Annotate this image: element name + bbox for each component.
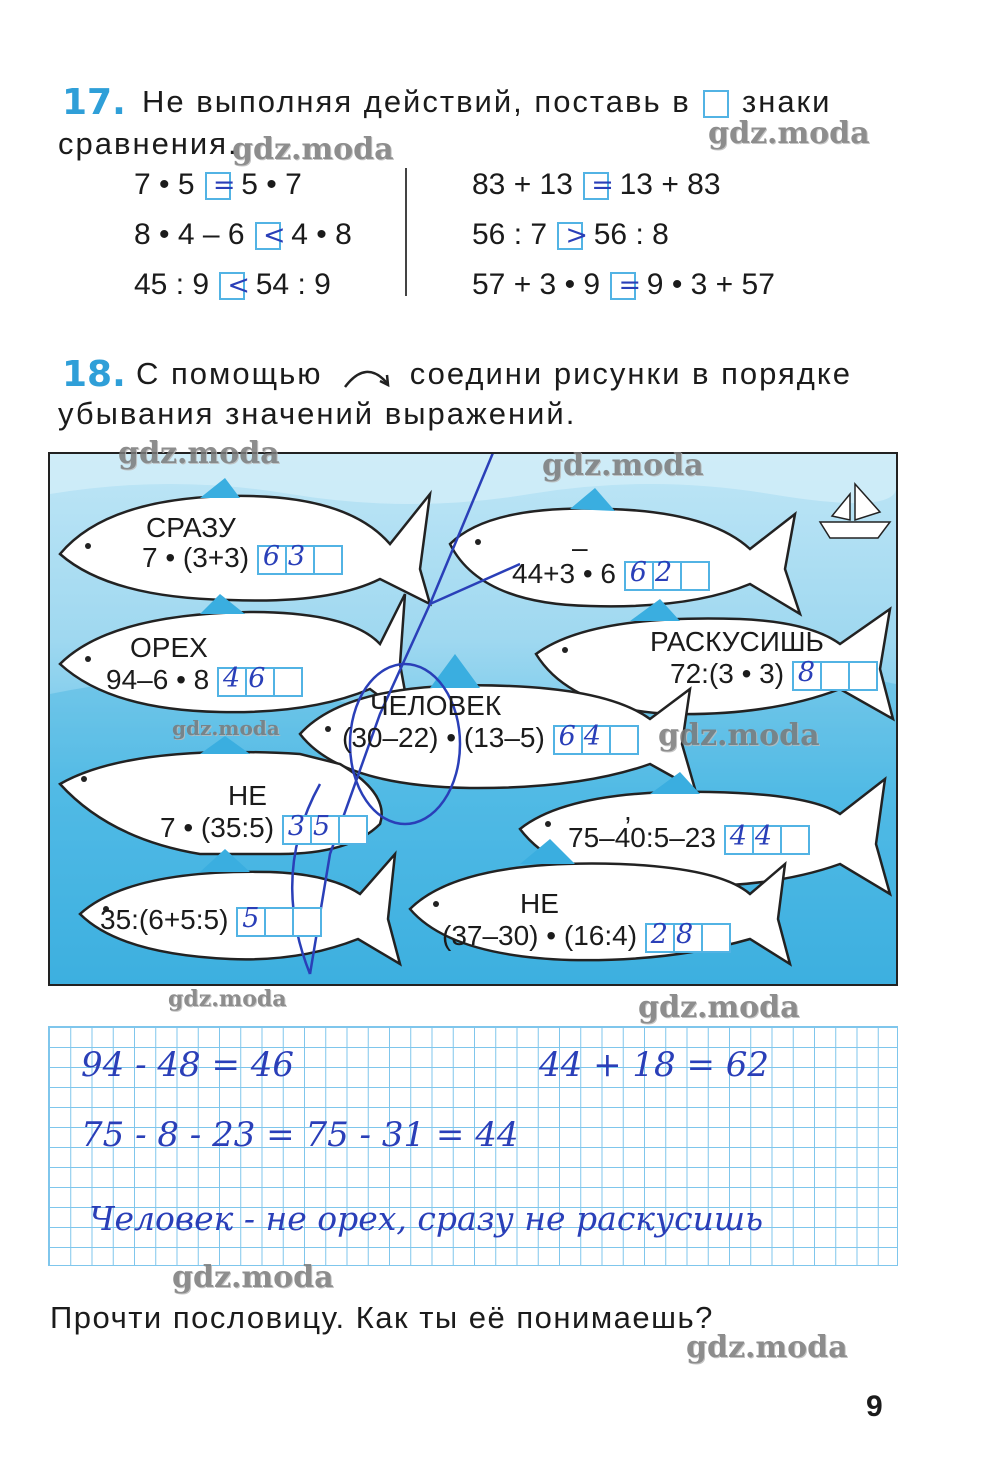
- handwritten-sign: =: [212, 170, 236, 202]
- comparison-answer-box[interactable]: [219, 270, 251, 302]
- column-divider: [405, 168, 407, 296]
- watermark: gdz.moda: [172, 1260, 334, 1295]
- comparison-left: 8 • 4 – 6: [134, 218, 245, 251]
- fish-word: НЕ: [520, 888, 559, 919]
- fish-answer-cells[interactable]: [624, 556, 708, 591]
- task-17-number: 17.: [62, 82, 126, 123]
- task-18-text-a: С помощью: [136, 356, 323, 391]
- fish-word: РАСКУСИШЬ: [650, 626, 824, 657]
- fish-answer-cells[interactable]: [724, 820, 808, 855]
- comparison-right: 4 • 8: [291, 218, 352, 251]
- comparison-row-1: [134, 168, 302, 202]
- fish-word: ОРЕХ: [130, 632, 208, 663]
- comparison-answer-box[interactable]: [583, 170, 614, 202]
- comparison-answer-box[interactable]: [255, 220, 286, 252]
- fish-ne-1: [160, 780, 366, 845]
- task-17-instruction-line1: [142, 84, 831, 120]
- task-18-instruction-line2: убывания значений выражений.: [58, 396, 577, 431]
- fish-raskusish: [650, 626, 876, 691]
- task-17-instruction-text: Не выполняя действий, поставь в: [142, 84, 691, 119]
- comparison-right: 56 : 8: [593, 218, 669, 251]
- handwritten-line-2: 75 - 8 - 23 = 75 - 31 = 44: [81, 1115, 519, 1155]
- fish-expression: 75–40:5–23: [568, 822, 716, 853]
- fish-word: ,: [624, 795, 632, 826]
- task-17-instruction-line2: сравнения.: [58, 126, 239, 161]
- comparison-row-6: [472, 268, 775, 302]
- fish-answer-cells[interactable]: [217, 662, 301, 697]
- fish-expression: 7 • (35:5): [160, 812, 275, 843]
- fish-expression: (30–22) • (13–5): [342, 722, 545, 753]
- handwritten-sign: <: [227, 270, 251, 302]
- fish-word: ЧЕЛОВЕК: [370, 690, 502, 721]
- comparison-right: 9 • 3 + 57: [646, 268, 775, 301]
- fish-expression: 72:(3 • 3): [670, 658, 785, 689]
- fish-answer-cells[interactable]: [645, 918, 729, 953]
- fish-word: –: [572, 532, 588, 563]
- fish-dash: [512, 532, 708, 591]
- task-18-text-b: соедини рисунки в порядке: [409, 356, 853, 391]
- comparison-row-5: [472, 218, 669, 252]
- handwritten-line-1-left: 94 - 48 = 46: [81, 1045, 294, 1085]
- fish-expression: 7 • (3+3): [142, 542, 250, 573]
- fish-expression: 94–6 • 8: [106, 664, 210, 695]
- comparison-answer-box[interactable]: [557, 220, 589, 252]
- comparison-left: 45 : 9: [134, 268, 210, 301]
- fish-ne-2: [442, 888, 729, 953]
- fish-answer-cells[interactable]: [236, 902, 320, 937]
- fish-word: СРАЗУ: [146, 512, 236, 543]
- fish-answer-cells[interactable]: [282, 810, 366, 845]
- watermark: gdz.moda: [708, 116, 870, 151]
- comparison-row-2: [134, 218, 352, 252]
- comparison-box-icon: [703, 90, 729, 118]
- handwritten-answer: 5: [242, 902, 260, 934]
- notebook-grid[interactable]: [48, 1026, 898, 1266]
- handwritten-sign: >: [565, 220, 589, 252]
- comparison-left: 57 + 3 • 9: [472, 268, 601, 301]
- handwritten-answer: 46: [223, 662, 274, 694]
- fish-empty: [100, 904, 320, 937]
- watermark: gdz.moda: [172, 716, 280, 740]
- comparison-answer-box[interactable]: [205, 170, 236, 202]
- handwritten-sign: =: [591, 170, 614, 202]
- watermark: gdz.moda: [118, 436, 280, 471]
- comparison-row-3: [134, 268, 331, 302]
- fish-expression: 44+3 • 6: [512, 558, 617, 589]
- page-number: 9: [866, 1390, 883, 1423]
- comparison-right: 13 + 83: [619, 168, 721, 201]
- handwritten-sign: =: [618, 270, 642, 302]
- fish-sразу: [142, 512, 341, 575]
- handwritten-answer: 8: [797, 656, 816, 688]
- handwritten-line-1-right: 44 + 18 = 62: [539, 1045, 769, 1085]
- fish-chelovek: [342, 690, 637, 755]
- comparison-left: 83 + 13: [472, 168, 573, 201]
- watermark: gdz.moda: [686, 1330, 848, 1365]
- handwritten-line-3: Человек - не орех, сразу не раскусишь: [89, 1199, 764, 1238]
- handwritten-answer: 44: [729, 820, 781, 852]
- fish-comma: [568, 795, 808, 855]
- task-18-instruction-line1: [136, 356, 852, 392]
- handwritten-answer: 28: [650, 918, 702, 950]
- comparison-row-4: [472, 168, 721, 202]
- handwritten-sign: <: [262, 220, 286, 252]
- watermark: gdz.moda: [168, 986, 287, 1012]
- arc-arrow-icon: [339, 361, 393, 391]
- proverb-question: Прочти пословицу. Как ты её понимаешь?: [50, 1300, 714, 1335]
- comparison-right: 54 : 9: [255, 268, 331, 301]
- handwritten-answer: 62: [629, 556, 681, 588]
- fish-word: НЕ: [228, 780, 267, 811]
- handwritten-answer: 35: [287, 810, 339, 842]
- task-18-number: 18.: [62, 354, 126, 395]
- comparison-left: 7 • 5: [134, 168, 195, 201]
- fish-orekh: [106, 632, 301, 697]
- fish-expression: (37–30) • (16:4): [442, 920, 638, 951]
- watermark: gdz.moda: [638, 990, 800, 1025]
- comparison-right: 5 • 7: [241, 168, 302, 201]
- handwritten-answer: 63: [262, 540, 314, 572]
- fish-expression: 35:(6+5:5): [100, 904, 229, 935]
- comparison-answer-box[interactable]: [610, 270, 642, 302]
- watermark: gdz.moda: [232, 132, 394, 167]
- watermark: gdz.moda: [658, 718, 820, 753]
- handwritten-answer: 64: [558, 720, 609, 752]
- fish-answer-cells[interactable]: [792, 656, 876, 691]
- fish-answer-cells[interactable]: [553, 720, 637, 755]
- task-17-instruction-end: знаки: [741, 84, 832, 119]
- comparison-left: 56 : 7: [472, 218, 548, 251]
- watermark: gdz.moda: [542, 448, 704, 483]
- fish-answer-cells[interactable]: [257, 540, 341, 575]
